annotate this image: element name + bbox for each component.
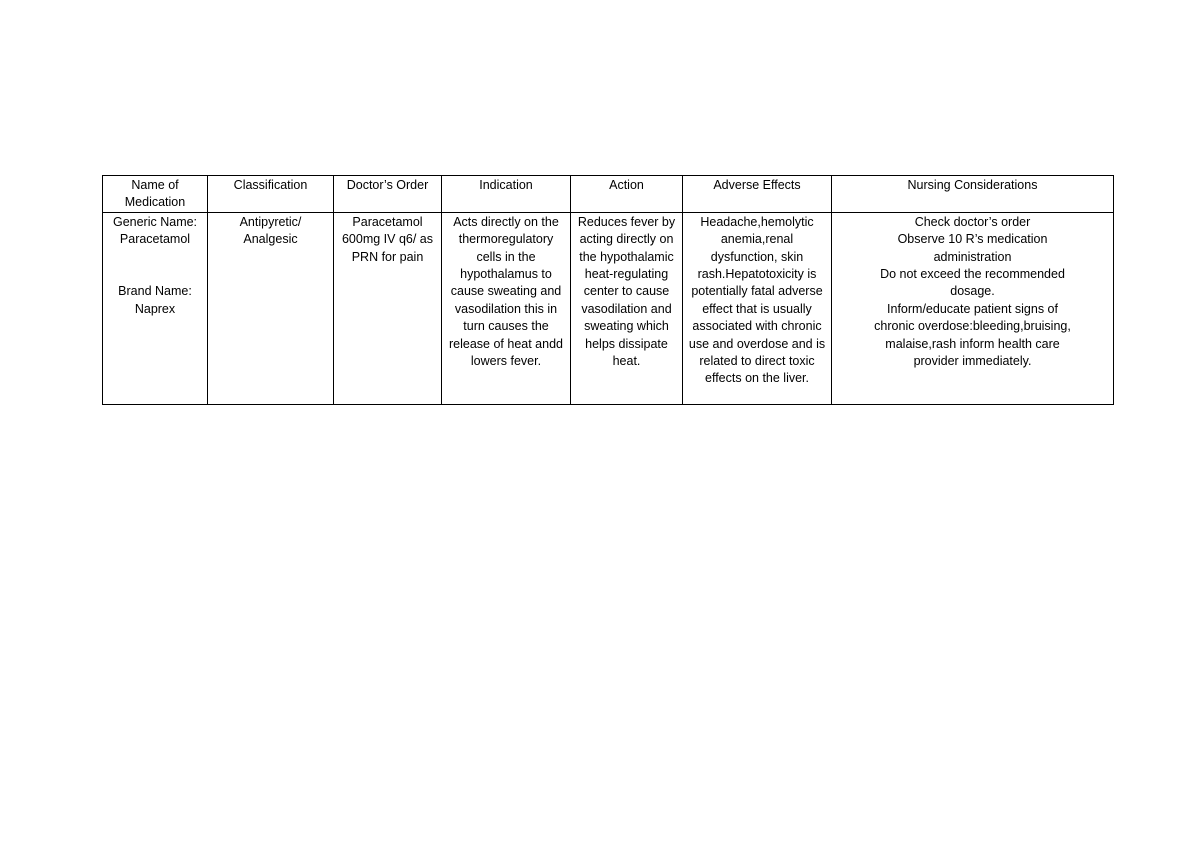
cell-text: use and overdose and is bbox=[688, 336, 826, 351]
cell-nursing-considerations bbox=[832, 212, 1114, 404]
cell-text: dosage. bbox=[950, 284, 995, 299]
cell-text: associated with chronic bbox=[692, 319, 822, 334]
cell-classification bbox=[208, 212, 334, 404]
header-name-of-medication bbox=[103, 176, 208, 213]
header-doctors-order: Doctor’s Order bbox=[334, 176, 442, 213]
cell-text: cells in the bbox=[476, 249, 536, 264]
cell-indication bbox=[442, 212, 571, 404]
cell-text: Check doctor’s order bbox=[914, 214, 1031, 229]
brand-name-label: Brand Name: bbox=[118, 284, 192, 299]
cell-text: heat-regulating bbox=[584, 267, 669, 282]
header-text: Medication bbox=[124, 195, 186, 210]
cell-text: provider immediately. bbox=[913, 354, 1032, 369]
cell-text: PRN for pain bbox=[351, 249, 424, 264]
cell-text: turn causes the bbox=[463, 319, 549, 334]
cell-text: vasodilation this in bbox=[454, 301, 558, 316]
cell-text: Paracetamol bbox=[352, 214, 423, 229]
cell-text: sweating which bbox=[584, 319, 669, 334]
cell-text: related to direct toxic bbox=[699, 354, 815, 369]
header-row bbox=[103, 176, 1114, 213]
cell-text: thermoregulatory bbox=[458, 232, 554, 247]
cell-adverse-effects bbox=[683, 212, 832, 404]
table-row bbox=[103, 212, 1114, 404]
cell-text: administration bbox=[933, 249, 1012, 264]
header-action: Action bbox=[571, 176, 683, 213]
cell-text: acting directly on bbox=[579, 232, 674, 247]
cell-text: anemia,renal bbox=[720, 232, 794, 247]
cell-doctors-order bbox=[334, 212, 442, 404]
cell-name-of-medication bbox=[103, 212, 208, 404]
cell-text: rash.Hepatotoxicity is bbox=[697, 267, 817, 282]
cell-text: malaise,rash inform health care bbox=[885, 336, 1060, 351]
cell-text: Antipyretic/ bbox=[239, 214, 302, 229]
cell-text: heat. bbox=[612, 354, 641, 369]
header-nursing-considerations: Nursing Considerations bbox=[832, 176, 1114, 213]
cell-text: effects on the liver. bbox=[705, 371, 809, 386]
brand-name-value: Naprex bbox=[134, 301, 176, 316]
spacer bbox=[106, 266, 204, 283]
header-indication: Indication bbox=[442, 176, 571, 213]
cell-text: Headache,hemolytic bbox=[700, 214, 814, 229]
cell-text: Do not exceed the recommended bbox=[880, 267, 1065, 282]
cell-text: vasodilation and bbox=[581, 301, 672, 316]
header-classification: Classification bbox=[208, 176, 334, 213]
cell-text: release of heat andd bbox=[449, 336, 563, 351]
spacer bbox=[106, 249, 204, 266]
cell-text: potentially fatal adverse bbox=[691, 284, 823, 299]
cell-text: center to cause bbox=[583, 284, 670, 299]
cell-text: lowers fever. bbox=[470, 354, 542, 369]
drug-study-table bbox=[102, 175, 1114, 405]
cell-text: dysfunction, skin bbox=[710, 249, 804, 264]
cell-text: cause sweating and bbox=[450, 284, 562, 299]
generic-name-value: Paracetamol bbox=[119, 232, 191, 247]
header-adverse-effects: Adverse Effects bbox=[683, 176, 832, 213]
generic-name-label: Generic Name: bbox=[112, 214, 198, 229]
cell-text: chronic overdose:bleeding,bruising, bbox=[874, 319, 1071, 334]
cell-text: Reduces fever by bbox=[577, 214, 676, 229]
cell-text: effect that is usually bbox=[702, 301, 812, 316]
cell-text: Acts directly on the bbox=[453, 214, 559, 229]
header-text: Name of bbox=[131, 178, 179, 192]
cell-text: Analgesic bbox=[243, 232, 298, 247]
cell-text: Observe 10 R’s medication bbox=[897, 232, 1048, 247]
cell-text: hypothalamus to bbox=[460, 267, 552, 282]
cell-action bbox=[571, 212, 683, 404]
cell-text: the hypothalamic bbox=[579, 249, 674, 264]
cell-text: helps dissipate bbox=[585, 336, 668, 351]
cell-text: Inform/educate patient signs of bbox=[887, 301, 1058, 316]
cell-text: 600mg IV q6/ as bbox=[341, 232, 434, 247]
